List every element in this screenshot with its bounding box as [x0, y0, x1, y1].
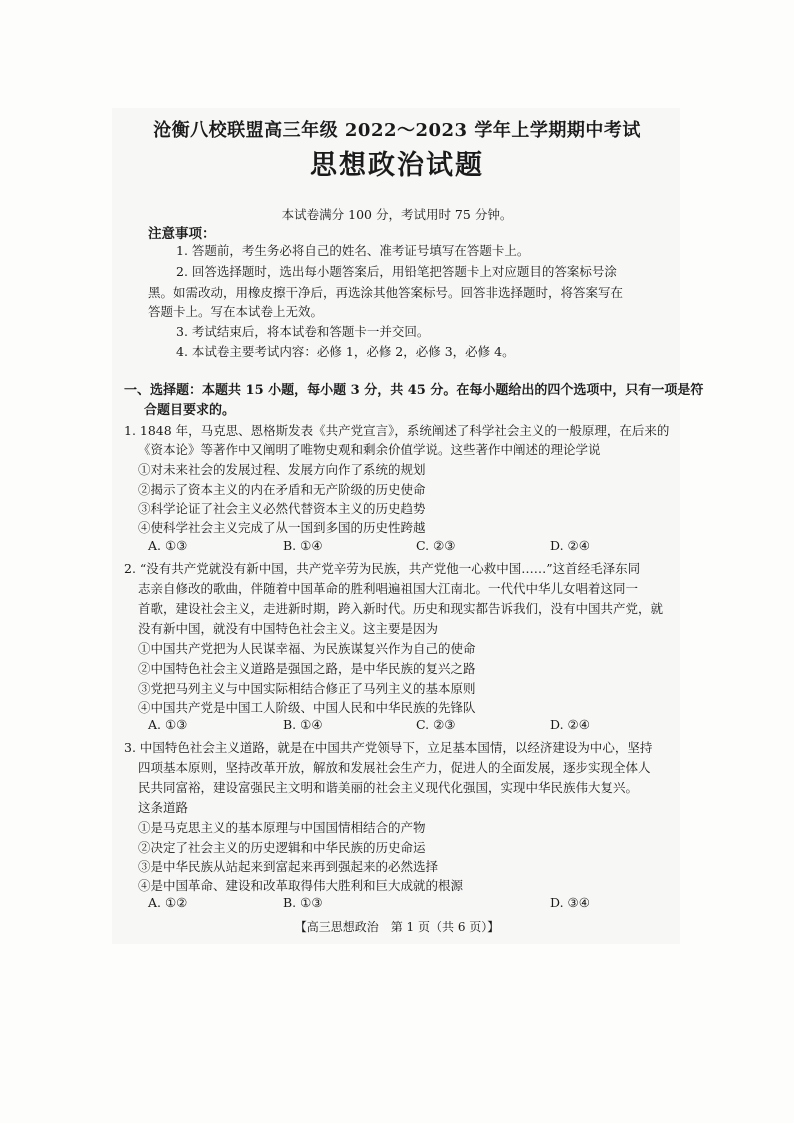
q3-statement-3: ③是中华民族从站起来到富起来再到强起来的必然选择	[138, 859, 439, 874]
q2-statement-4: ④中国共产党是中国工人阶级、中国人民和中华民族的先锋队	[138, 700, 476, 715]
q3-option-a: A. ①②	[148, 895, 188, 910]
q2-statement-1: ①中国共产党把为人民谋幸福、为民族谋复兴作为自己的使命	[138, 641, 476, 656]
notes-heading: 注意事项：	[148, 226, 216, 242]
q2-option-b: B. ①④	[283, 717, 323, 732]
q3-stem: 四项基本原则，坚持改革开放，解放和发展社会生产力，促进人的全面发展，逐步实现全体人	[138, 760, 651, 775]
section-heading-line: 合题目要求的。	[144, 403, 236, 418]
exam-info: 本试卷满分 100 分，考试用时 75 分钟。	[281, 207, 513, 222]
subject-title: 思想政治试题	[310, 150, 484, 181]
q2-statement-3: ③党把马列主义与中国实际相结合修正了马列主义的基本原则	[138, 681, 476, 696]
q2-stem: 2. “没有共产党就没有新中国，共产党辛劳为民族，共产党他一心救中国……”这首经毛泽东同	[124, 561, 641, 576]
q3-statement-1: ①是马克思主义的基本原理与中国国情相结合的产物	[138, 820, 426, 835]
q2-stem: 志亲自修改的歌曲，伴随着中国革命的胜利唱遍祖国大江南北。一代代中华儿女唱着这同一	[138, 581, 639, 596]
q1-stem: 《资本论》等著作中又阐明了唯物史观和剩余价值学说。这些著作中阐述的理论学说	[138, 442, 601, 457]
q1-option-c: C. ②③	[416, 538, 456, 553]
exam-title: 沧衡八校联盟高三年级 2022～2023 学年上学期期中考试	[153, 120, 641, 141]
q2-stem: 首歌，建设社会主义，走进新时期，跨入新时代。历史和现实都告诉我们，没有中国共产党，就	[138, 601, 664, 616]
page-footer: 【高三思想政治 第 1 页（共 6 页）】	[294, 920, 500, 934]
q3-option-b: B. ①③	[283, 895, 323, 910]
section-heading-line: 一、选择题：本题共 15 小题，每小题 3 分，共 45 分。在每小题给出的四个选项中，只有一项是符	[124, 383, 704, 398]
q1-option-d: D. ②④	[550, 538, 590, 553]
q2-option-d: D. ②④	[550, 717, 590, 732]
q1-statement-4: ④使科学社会主义完成了从一国到多国的历史性跨越	[138, 520, 426, 535]
q1-option-b: B. ①④	[283, 538, 323, 553]
q1-stem: 1. 1848 年，马克思、恩格斯发表《共产党宣言》，系统阐述了科学社会主义的一般原理，在后来的	[124, 423, 670, 438]
q3-stem: 这条道路	[138, 800, 189, 815]
q1-statement-1: ①对未来社会的发展过程、发展方向作了系统的规划	[138, 462, 426, 477]
q1-statement-2: ②揭示了资本主义的内在矛盾和无产阶级的历史使命	[138, 482, 426, 497]
q3-statement-4: ④是中国革命、建设和改革取得伟大胜利和巨大成就的根源	[138, 878, 464, 893]
q3-stem: 民共同富裕，建设富强民主文明和谐美丽的社会主义现代化强国，实现中华民族伟大复兴。	[138, 780, 639, 795]
q2-statement-2: ②中国特色社会主义道路是强国之路，是中华民族的复兴之路	[138, 661, 476, 676]
section-heading	[124, 381, 703, 421]
q2-options	[148, 717, 608, 736]
q2-stem: 没有新中国，就没有中国特色社会主义。这主要是因为	[138, 621, 439, 636]
q2-option-a: A. ①③	[148, 717, 188, 732]
note-1: 1. 答题前，考生务必将自己的姓名、准考证号填写在答题卡上。	[176, 243, 530, 258]
q3-statement-2: ②决定了社会主义的历史逻辑和中华民族的历史命运	[138, 840, 426, 855]
q3-stem: 3. 中国特色社会主义道路，就是在中国共产党领导下，立足基本国情，以经济建设为中心，坚持	[124, 740, 653, 755]
q3-option-d: D. ③④	[550, 895, 590, 910]
note-3: 3. 考试结束后，将本试卷和答题卡一并交回。	[176, 324, 430, 339]
q3-options	[148, 895, 608, 914]
q1-options	[148, 538, 608, 557]
q1-option-a: A. ①③	[148, 538, 188, 553]
q1-statement-3: ③科学论证了社会主义必然代替资本主义的历史趋势	[138, 501, 426, 516]
q2-option-c: C. ②③	[416, 717, 456, 732]
note-4: 4. 本试卷主要考试内容：必修 1，必修 2，必修 3，必修 4。	[176, 344, 515, 359]
note-2-cont: 黑。如需改动，用橡皮擦干净后，再选涂其他答案标号。回答非选择题时，将答案写在	[148, 285, 624, 300]
note-2: 2. 回答选择题时，选出每小题答案后，用铅笔把答题卡上对应题目的答案标号涂	[176, 264, 617, 279]
note-2-cont: 答题卡上。写在本试卷上无效。	[148, 304, 324, 319]
